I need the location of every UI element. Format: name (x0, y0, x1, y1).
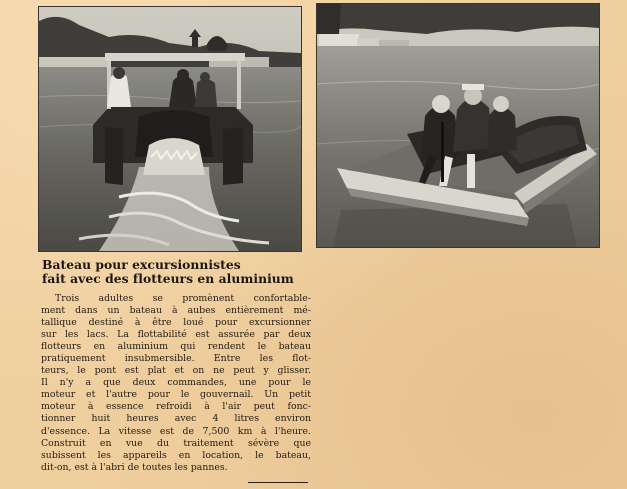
body-line: pratiquement insubmersible. Entre les flot- (41, 353, 311, 365)
body-line: Il n'y a que deux commandes, une pour le (41, 377, 311, 389)
body-line: tionner huit heures avec 4 litres environ (41, 413, 311, 425)
body-line: dit-on, est à l'abri de toutes les pannes. (41, 461, 228, 473)
photo-right-boat-passengers (316, 3, 600, 248)
body-line: Trois adultes se promènent confortable- (55, 293, 311, 304)
body-line: tallique destiné à être loué pour excursionner (41, 317, 311, 329)
article-headline (42, 258, 312, 286)
photo-right-image (317, 4, 599, 247)
body-line: moteur à essence refroidi à l'air peut fonc- (41, 401, 311, 413)
body-line: sur les lacs. La flottabilité est assurée par deux (41, 329, 311, 341)
photo-left-image (39, 7, 301, 251)
headline-line-2: fait avec des flotteurs en aluminium (42, 271, 294, 286)
body-line: teurs, le pont est plat et on ne peut y glisser. (41, 365, 311, 377)
body-line: flotteurs en aluminium qui rendent le bateau (41, 341, 311, 353)
body-line: Construit en vue du traitement sévère que (41, 437, 311, 449)
column-rule (248, 482, 308, 483)
article-body (41, 293, 311, 474)
body-line: moteur et l'autre pour le gouvernail. Un petit (41, 389, 311, 401)
body-line: d'essence. La vitesse est de 7,500 km à l'heure. (41, 425, 311, 437)
headline-line-1: Bateau pour excursionnistes (42, 257, 241, 272)
body-line: ment dans un bateau à aubes entièrement mé- (41, 305, 311, 317)
body-line: subissent les appareils en location, le bateau, (41, 449, 311, 461)
photo-left-boat-rear (38, 6, 302, 252)
